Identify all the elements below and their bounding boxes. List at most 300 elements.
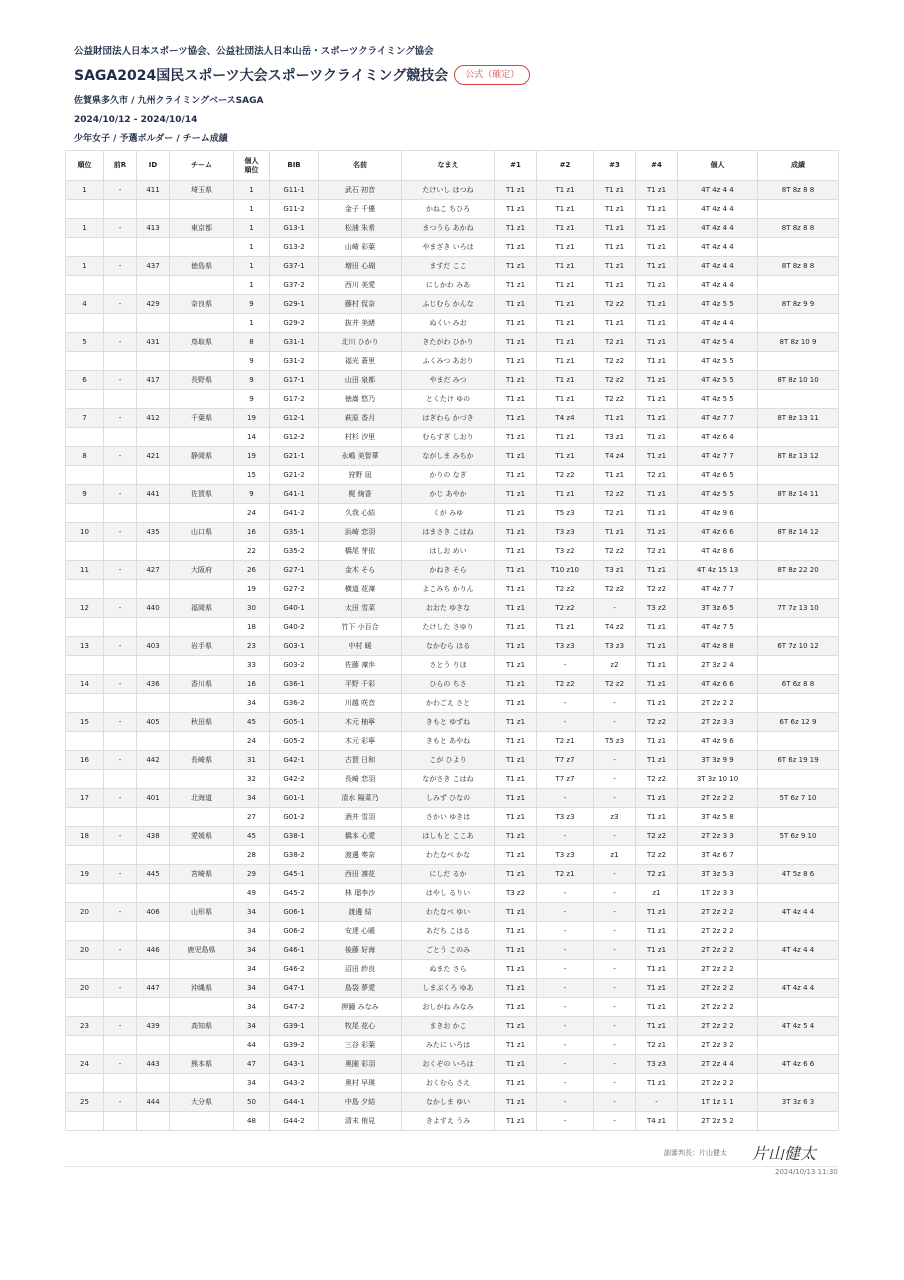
cell-score <box>758 960 839 979</box>
cell-score: 4T 4z 4 4 <box>758 941 839 960</box>
cell-id <box>137 200 170 219</box>
table-row <box>66 960 839 979</box>
cell-ind: 4T 4z 4 4 <box>678 200 758 219</box>
cell-r3: - <box>594 751 636 770</box>
cell-team <box>170 580 234 599</box>
cell-rank: 14 <box>66 675 104 694</box>
cell-r4: T1 z1 <box>636 808 678 827</box>
cell-score: 8T 8z 13 11 <box>758 409 839 428</box>
cell-bib: G39-1 <box>270 1017 319 1036</box>
cell-ind: 4T 4z 5 5 <box>678 390 758 409</box>
cell-rank: 19 <box>66 865 104 884</box>
cell-r3: - <box>594 1055 636 1074</box>
cell-prank: 9 <box>234 295 270 314</box>
cell-r3: T1 z1 <box>594 314 636 333</box>
cell-name: 松浦 朱希 <box>319 219 402 238</box>
cell-kana: ますだ ここ <box>402 257 495 276</box>
table-row <box>66 485 839 504</box>
cell-bib: G42-2 <box>270 770 319 789</box>
cell-score: 4T 4z 6 6 <box>758 1055 839 1074</box>
cell-r3: - <box>594 884 636 903</box>
cell-r4: T1 z1 <box>636 656 678 675</box>
cell-r1: T1 z1 <box>495 409 537 428</box>
cell-r1: T1 z1 <box>495 371 537 390</box>
cell-r3: - <box>594 1074 636 1093</box>
cell-ind: 4T 4z 7 5 <box>678 618 758 637</box>
cell-id <box>137 428 170 447</box>
table-row <box>66 1055 839 1074</box>
table-row <box>66 903 839 922</box>
cell-r2: T5 z3 <box>537 504 594 523</box>
organizer-text: 公益財団法人日本スポーツ協会、公益社団法人日本山岳・スポーツクライミング協会 <box>74 46 434 57</box>
cell-id <box>137 314 170 333</box>
cell-prank: 1 <box>234 257 270 276</box>
cell-r3: - <box>594 865 636 884</box>
cell-ind: 2T 2z 2 2 <box>678 1017 758 1036</box>
cell-prev <box>104 884 137 903</box>
cell-rank: 1 <box>66 219 104 238</box>
cell-name: 久我 心結 <box>319 504 402 523</box>
cell-prev <box>104 542 137 561</box>
cell-r4: T1 z1 <box>636 257 678 276</box>
cell-id: 439 <box>137 1017 170 1036</box>
cell-r1: T1 z1 <box>495 732 537 751</box>
cell-r1: T1 z1 <box>495 1017 537 1036</box>
cell-r1: T1 z1 <box>495 1036 537 1055</box>
cell-r1: T1 z1 <box>495 865 537 884</box>
col-header: #3 <box>594 151 636 181</box>
cell-name: 中島 夕結 <box>319 1093 402 1112</box>
cell-r3: - <box>594 599 636 618</box>
cell-id <box>137 1036 170 1055</box>
cell-ind: 4T 4z 6 5 <box>678 466 758 485</box>
cell-kana: きもと ゆずね <box>402 713 495 732</box>
cell-kana: こが ひより <box>402 751 495 770</box>
cell-r2: T2 z2 <box>537 599 594 618</box>
cell-score: 8T 8z 9 9 <box>758 295 839 314</box>
cell-rank: 23 <box>66 1017 104 1036</box>
cell-ind: 4T 4z 5 5 <box>678 295 758 314</box>
cell-r2: T1 z1 <box>537 352 594 371</box>
cell-prev: - <box>104 941 137 960</box>
cell-name: 梶 絢香 <box>319 485 402 504</box>
cell-name: 西田 凛花 <box>319 865 402 884</box>
cell-name: 武石 初音 <box>319 181 402 200</box>
cell-bib: G17-2 <box>270 390 319 409</box>
cell-r4: T1 z1 <box>636 675 678 694</box>
cell-prank: 8 <box>234 333 270 352</box>
cell-score <box>758 694 839 713</box>
cell-r1: T1 z1 <box>495 276 537 295</box>
table-row <box>66 1093 839 1112</box>
cell-r1: T1 z1 <box>495 333 537 352</box>
cell-rank <box>66 542 104 561</box>
cell-r3: z1 <box>594 846 636 865</box>
cell-r1: T3 z2 <box>495 884 537 903</box>
cell-r2: T1 z1 <box>537 333 594 352</box>
table-row <box>66 827 839 846</box>
cell-prank: 27 <box>234 808 270 827</box>
cell-prank: 15 <box>234 466 270 485</box>
cell-score: 6T 6z 19 19 <box>758 751 839 770</box>
cell-prank: 14 <box>234 428 270 447</box>
cell-r4: T1 z1 <box>636 504 678 523</box>
cell-team: 高知県 <box>170 1017 234 1036</box>
cell-kana: あだち こはる <box>402 922 495 941</box>
status-badge: 公式（確定） <box>454 65 530 85</box>
cell-kana: やまざき いろは <box>402 238 495 257</box>
cell-kana: にしだ るか <box>402 865 495 884</box>
cell-team <box>170 694 234 713</box>
cell-score <box>758 428 839 447</box>
cell-kana: しまぶくろ ゆあ <box>402 979 495 998</box>
cell-name: 清末 侑見 <box>319 1112 402 1131</box>
cell-id <box>137 466 170 485</box>
cell-r4: T1 z1 <box>636 922 678 941</box>
cell-name: 金木 そら <box>319 561 402 580</box>
cell-r4: T1 z1 <box>636 561 678 580</box>
table-row <box>66 732 839 751</box>
cell-bib: G47-2 <box>270 998 319 1017</box>
cell-r1: T1 z1 <box>495 1074 537 1093</box>
cell-score: 3T 3z 6 3 <box>758 1093 839 1112</box>
cell-bib: G17-1 <box>270 371 319 390</box>
cell-prev: - <box>104 637 137 656</box>
cell-r2: T1 z1 <box>537 314 594 333</box>
cell-prank: 1 <box>234 238 270 257</box>
cell-bib: G38-1 <box>270 827 319 846</box>
cell-prev <box>104 314 137 333</box>
page-title: SAGA2024国民スポーツ大会スポーツクライミング競技会 <box>74 68 449 84</box>
table-row <box>66 675 839 694</box>
cell-rank <box>66 200 104 219</box>
table-row <box>66 998 839 1017</box>
cell-r1: T1 z1 <box>495 257 537 276</box>
cell-team <box>170 542 234 561</box>
cell-rank <box>66 884 104 903</box>
cell-r4: T1 z1 <box>636 447 678 466</box>
cell-r1: T1 z1 <box>495 580 537 599</box>
cell-kana: ふくみつ あおり <box>402 352 495 371</box>
cell-prev <box>104 808 137 827</box>
cell-score <box>758 1074 839 1093</box>
cell-kana: わたなべ ゆい <box>402 903 495 922</box>
cell-r3: - <box>594 770 636 789</box>
cell-r2: - <box>537 789 594 808</box>
signature-text: 片山健太 <box>752 1144 817 1163</box>
cell-name: 横道 花凜 <box>319 580 402 599</box>
cell-prev: - <box>104 447 137 466</box>
cell-prev <box>104 428 137 447</box>
cell-rank: 20 <box>66 903 104 922</box>
cell-team: 千葉県 <box>170 409 234 428</box>
cell-team <box>170 846 234 865</box>
cell-prank: 30 <box>234 599 270 618</box>
cell-ind: 1T 2z 3 3 <box>678 884 758 903</box>
cell-r2: - <box>537 656 594 675</box>
cell-name: 長崎 恋羽 <box>319 770 402 789</box>
cell-id <box>137 1074 170 1093</box>
cell-prev: - <box>104 257 137 276</box>
cell-rank <box>66 618 104 637</box>
cell-rank: 13 <box>66 637 104 656</box>
cell-bib: G35-2 <box>270 542 319 561</box>
cell-prev <box>104 390 137 409</box>
cell-id <box>137 1112 170 1131</box>
cell-r2: T3 z3 <box>537 846 594 865</box>
cell-rank: 8 <box>66 447 104 466</box>
cell-r4: T1 z1 <box>636 903 678 922</box>
cell-score: 8T 8z 14 11 <box>758 485 839 504</box>
cell-kana: おくぞの いろは <box>402 1055 495 1074</box>
table-row <box>66 390 839 409</box>
cell-id <box>137 846 170 865</box>
cell-kana: きよすえ うみ <box>402 1112 495 1131</box>
cell-score: 4T 4z 5 4 <box>758 1017 839 1036</box>
cell-prank: 34 <box>234 694 270 713</box>
cell-r2: T1 z1 <box>537 200 594 219</box>
cell-prev: - <box>104 979 137 998</box>
cell-prev: - <box>104 561 137 580</box>
cell-r3: T5 z3 <box>594 732 636 751</box>
cell-team <box>170 922 234 941</box>
cell-prank: 34 <box>234 979 270 998</box>
cell-id: 440 <box>137 599 170 618</box>
cell-name: 酒井 雪羽 <box>319 808 402 827</box>
table-row <box>66 295 839 314</box>
cell-team: 山形県 <box>170 903 234 922</box>
cell-prank: 34 <box>234 789 270 808</box>
cell-prank: 45 <box>234 713 270 732</box>
cell-id <box>137 618 170 637</box>
cell-name: 古賀 日和 <box>319 751 402 770</box>
cell-r1: T1 z1 <box>495 314 537 333</box>
cell-r3: - <box>594 1017 636 1036</box>
cell-r1: T1 z1 <box>495 485 537 504</box>
cell-id: 406 <box>137 903 170 922</box>
cell-prev <box>104 352 137 371</box>
cell-team: 佐賀県 <box>170 485 234 504</box>
cell-team: 鹿児島県 <box>170 941 234 960</box>
title-row <box>74 62 854 88</box>
cell-id <box>137 732 170 751</box>
cell-team: 長崎県 <box>170 751 234 770</box>
table-row <box>66 314 839 333</box>
cell-score <box>758 998 839 1017</box>
cell-r3: T2 z2 <box>594 675 636 694</box>
cell-bib: G21-1 <box>270 447 319 466</box>
cell-name: 安達 心暖 <box>319 922 402 941</box>
cell-kana: かりの なぎ <box>402 466 495 485</box>
cell-rank <box>66 998 104 1017</box>
cell-rank: 7 <box>66 409 104 428</box>
table-row <box>66 561 839 580</box>
cell-prev <box>104 238 137 257</box>
cell-ind: 4T 4z 15 13 <box>678 561 758 580</box>
cell-bib: G06-1 <box>270 903 319 922</box>
cell-prev: - <box>104 827 137 846</box>
cell-r4: T2 z2 <box>636 580 678 599</box>
cell-prank: 34 <box>234 998 270 1017</box>
cell-score: 8T 8z 14 12 <box>758 523 839 542</box>
cell-name: 増田 心瑚 <box>319 257 402 276</box>
cell-r3: T1 z1 <box>594 200 636 219</box>
cell-team <box>170 1036 234 1055</box>
cell-id: 443 <box>137 1055 170 1074</box>
cell-r3: T4 z4 <box>594 447 636 466</box>
cell-team: 大阪府 <box>170 561 234 580</box>
cell-team: 秋田県 <box>170 713 234 732</box>
results-table <box>65 150 839 1131</box>
cell-bib: G41-2 <box>270 504 319 523</box>
cell-team: 奈良県 <box>170 295 234 314</box>
cell-score: 8T 8z 8 8 <box>758 219 839 238</box>
cell-r4: T3 z2 <box>636 599 678 618</box>
cell-r4: z1 <box>636 884 678 903</box>
table-row <box>66 1036 839 1055</box>
cell-bib: G27-1 <box>270 561 319 580</box>
table-row <box>66 181 839 200</box>
cell-r4: T1 z1 <box>636 618 678 637</box>
cell-team: 徳島県 <box>170 257 234 276</box>
cell-ind: 4T 4z 4 4 <box>678 276 758 295</box>
cell-ind: 4T 4z 9 6 <box>678 504 758 523</box>
cell-name: 山田 泉都 <box>319 371 402 390</box>
cell-ind: 4T 4z 6 6 <box>678 675 758 694</box>
table-row <box>66 466 839 485</box>
cell-r3: T2 z2 <box>594 295 636 314</box>
cell-ind: 4T 4z 7 7 <box>678 409 758 428</box>
cell-team <box>170 276 234 295</box>
cell-id: 427 <box>137 561 170 580</box>
cell-prank: 1 <box>234 314 270 333</box>
cell-team <box>170 998 234 1017</box>
cell-prev <box>104 1036 137 1055</box>
cell-score <box>758 542 839 561</box>
cell-score: 4T 5z 8 6 <box>758 865 839 884</box>
cell-ind: 2T 3z 2 4 <box>678 656 758 675</box>
cell-r1: T1 z1 <box>495 960 537 979</box>
cell-kana: かねき そら <box>402 561 495 580</box>
cell-r4: T2 z1 <box>636 1036 678 1055</box>
cell-prank: 23 <box>234 637 270 656</box>
cell-r1: T1 z1 <box>495 1055 537 1074</box>
cell-team: 大分県 <box>170 1093 234 1112</box>
cell-prank: 22 <box>234 542 270 561</box>
cell-r2: T1 z1 <box>537 447 594 466</box>
table-header-row <box>66 151 839 181</box>
cell-r2: T1 z1 <box>537 485 594 504</box>
cell-r2: T1 z1 <box>537 390 594 409</box>
cell-prev <box>104 504 137 523</box>
cell-team: 埼玉県 <box>170 181 234 200</box>
cell-team: 静岡県 <box>170 447 234 466</box>
cell-r3: - <box>594 941 636 960</box>
cell-r1: T1 z1 <box>495 637 537 656</box>
cell-id <box>137 808 170 827</box>
cell-ind: 2T 2z 3 3 <box>678 827 758 846</box>
cell-team: 北海道 <box>170 789 234 808</box>
col-header: #4 <box>636 151 678 181</box>
cell-rank <box>66 314 104 333</box>
cell-score <box>758 314 839 333</box>
cell-r2: T1 z1 <box>537 219 594 238</box>
cell-id: 436 <box>137 675 170 694</box>
cell-prev <box>104 1112 137 1131</box>
signature-image <box>750 1138 817 1166</box>
cell-rank <box>66 352 104 371</box>
cell-bib: G27-2 <box>270 580 319 599</box>
table-row <box>66 751 839 770</box>
cell-ind: 4T 4z 7 7 <box>678 447 758 466</box>
cell-team <box>170 960 234 979</box>
cell-name: 浜崎 恋羽 <box>319 523 402 542</box>
cell-rank <box>66 732 104 751</box>
cell-bib: G36-1 <box>270 675 319 694</box>
cell-kana: はぎわら かづき <box>402 409 495 428</box>
cell-bib: G38-2 <box>270 846 319 865</box>
cell-ind: 3T 3z 5 3 <box>678 865 758 884</box>
cell-kana: ながさき こはね <box>402 770 495 789</box>
cell-r2: T3 z3 <box>537 523 594 542</box>
cell-rank: 10 <box>66 523 104 542</box>
cell-name: 木元 彩寧 <box>319 732 402 751</box>
cell-ind: 2T 2z 2 2 <box>678 979 758 998</box>
cell-id: 447 <box>137 979 170 998</box>
cell-bib: G44-2 <box>270 1112 319 1131</box>
cell-r3: T2 z1 <box>594 333 636 352</box>
cell-r1: T1 z1 <box>495 181 537 200</box>
cell-rank <box>66 656 104 675</box>
cell-prev: - <box>104 333 137 352</box>
cell-r2: - <box>537 979 594 998</box>
cell-r2: T1 z1 <box>537 276 594 295</box>
cell-team: 熊本県 <box>170 1055 234 1074</box>
cell-team <box>170 884 234 903</box>
cell-ind: 3T 4z 5 8 <box>678 808 758 827</box>
cell-r4: T1 z1 <box>636 428 678 447</box>
table-row <box>66 656 839 675</box>
report-header <box>74 44 854 149</box>
cell-prank: 32 <box>234 770 270 789</box>
cell-kana: みたに いろは <box>402 1036 495 1055</box>
cell-r3: z3 <box>594 808 636 827</box>
cell-r1: T1 z1 <box>495 447 537 466</box>
cell-prev: - <box>104 219 137 238</box>
table-row <box>66 333 839 352</box>
cell-id <box>137 238 170 257</box>
cell-prev: - <box>104 865 137 884</box>
cell-prev <box>104 200 137 219</box>
cell-ind: 4T 4z 8 8 <box>678 637 758 656</box>
cell-prev: - <box>104 1017 137 1036</box>
cell-r2: - <box>537 1112 594 1131</box>
cell-r4: T1 z1 <box>636 295 678 314</box>
cell-r4: T2 z1 <box>636 865 678 884</box>
cell-ind: 4T 4z 4 4 <box>678 257 758 276</box>
cell-ind: 3T 3z 6 5 <box>678 599 758 618</box>
cell-rank: 1 <box>66 181 104 200</box>
cell-name: 村杉 汐里 <box>319 428 402 447</box>
cell-id: 446 <box>137 941 170 960</box>
cell-team: 愛媛県 <box>170 827 234 846</box>
table-row <box>66 219 839 238</box>
table-row <box>66 922 839 941</box>
cell-ind: 2T 2z 2 2 <box>678 941 758 960</box>
cell-r4: T1 z1 <box>636 409 678 428</box>
cell-r3: - <box>594 827 636 846</box>
table-row <box>66 276 839 295</box>
